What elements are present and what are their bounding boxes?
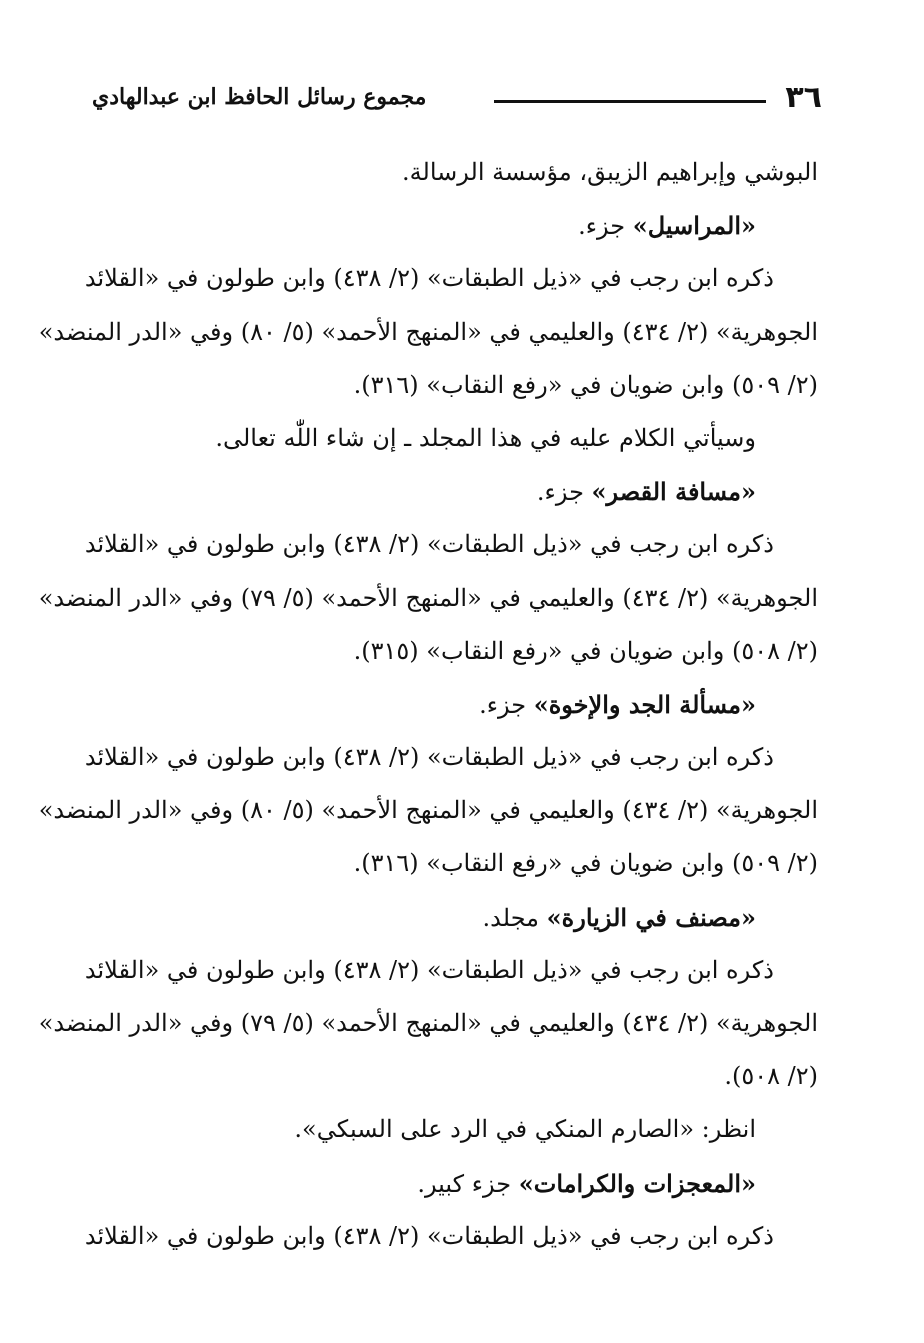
entry-heading <box>98 678 818 731</box>
running-title: مجموع رسائل الحافظ ابن عبدالهادي <box>92 84 427 110</box>
text-line: وسيأتي الكلام عليه في هذا المجلد ـ إن شاء اللّٰه تعالى. <box>215 423 756 452</box>
entry-title: «مصنف في الزيارة» <box>546 902 756 932</box>
page-header <box>92 78 824 122</box>
entry-size: جزء. <box>578 212 633 241</box>
entry-size: مجلد. <box>482 903 547 932</box>
cross-reference: انظر: «الصارم المنكي في الرد على السبكي». <box>294 1115 756 1144</box>
text-line: (٢/ ٥٠٨) وابن ضويان في «رفع النقاب» (٣١٥). <box>353 636 818 665</box>
text-line: ذكره ابن رجب في «ذيل الطبقات» (٢/ ٤٣٨) وابن طولون في «القلائد <box>84 530 774 559</box>
page-number: ٣٦ <box>785 80 822 115</box>
text-line: ذكره ابن رجب في «ذيل الطبقات» (٢/ ٤٣٨) وابن طولون في «القلائد <box>84 743 774 772</box>
text-line: ذكره ابن رجب في «ذيل الطبقات» (٢/ ٤٣٨) وابن طولون في «القلائد <box>84 955 774 984</box>
text-line: الجوهرية» (٢/ ٤٣٤) والعليمي في «المنهج الأحمد» (٥/ ٧٩) وفي «الدر المنضد» <box>38 1009 818 1037</box>
text-line: الجوهرية» (٢/ ٤٣٤) والعليمي في «المنهج الأحمد» (٥/ ٨٠) وفي «الدر المنضد» <box>38 317 818 346</box>
page-body <box>38 146 818 1263</box>
entry-size: جزء. <box>479 690 534 719</box>
text-line: (٢/ ٥٠٩) وابن ضويان في «رفع النقاب» (٣١٦). <box>353 370 818 399</box>
entry-heading <box>98 465 818 518</box>
header-rule <box>494 100 766 103</box>
text-line: ذكره ابن رجب في «ذيل الطبقات» (٢/ ٤٣٨) وابن طولون في «القلائد <box>84 264 774 293</box>
entry-title: «مسافة القصر» <box>591 477 756 507</box>
entry-heading <box>98 891 818 944</box>
entry-size: جزء كبير. <box>417 1169 519 1198</box>
entry-title: «المعجزات والكرامات» <box>518 1168 756 1198</box>
text-line: ذكره ابن رجب في «ذيل الطبقات» (٢/ ٤٣٨) وابن طولون في «القلائد <box>84 1221 774 1250</box>
entry-title: «المراسيل» <box>632 211 756 241</box>
entry-title: «مسألة الجد والإخوة» <box>533 689 756 719</box>
entry-heading <box>98 1157 818 1210</box>
text-line: الجوهرية» (٢/ ٤٣٤) والعليمي في «المنهج الأحمد» (٥/ ٧٩) وفي «الدر المنضد» <box>38 583 818 612</box>
text-line: البوشي وإبراهيم الزيبق، مؤسسة الرسالة. <box>402 158 818 186</box>
text-line: (٢/ ٥٠٨). <box>724 1062 818 1091</box>
entry-heading <box>98 199 818 252</box>
entry-size: جزء. <box>536 478 592 507</box>
text-line: الجوهرية» (٢/ ٤٣٤) والعليمي في «المنهج الأحمد» (٥/ ٨٠) وفي «الدر المنضد» <box>38 796 818 825</box>
text-line: (٢/ ٥٠٩) وابن ضويان في «رفع النقاب» (٣١٦). <box>353 849 818 878</box>
